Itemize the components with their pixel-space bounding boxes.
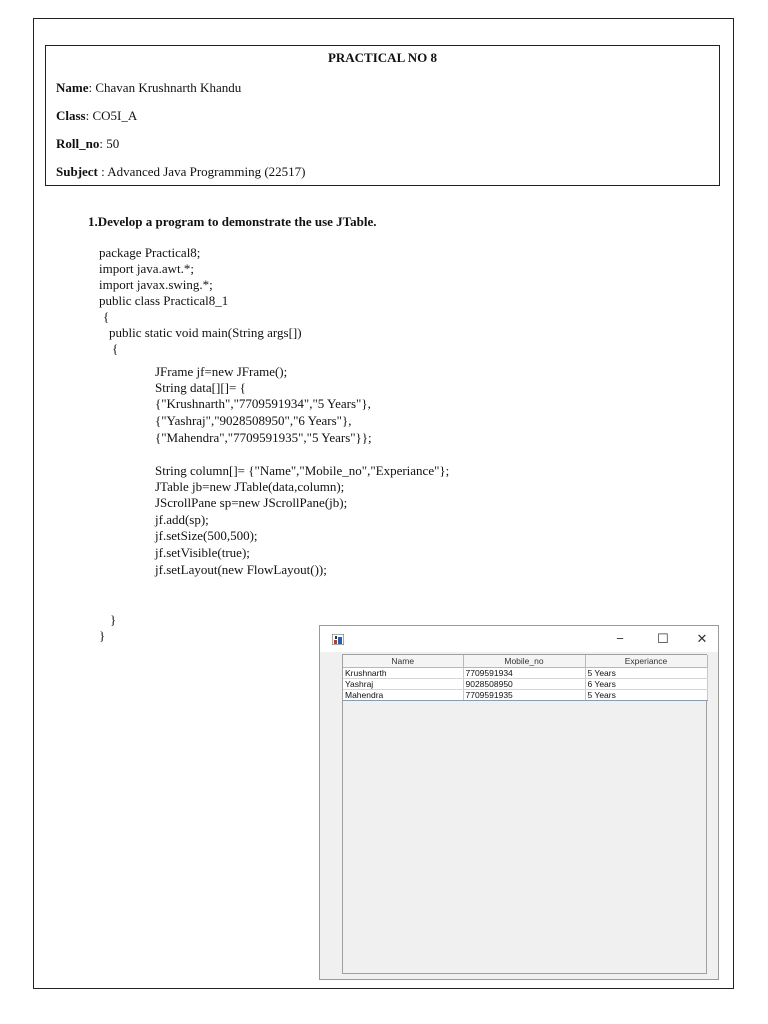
table-row[interactable]: [343, 690, 707, 701]
table-cell[interactable]: Yashraj: [343, 679, 463, 690]
code-line: JTable jb=new JTable(data,column);: [155, 479, 345, 494]
code-line: public class Practical8_1: [99, 293, 229, 308]
scroll-pane[interactable]: [342, 654, 707, 974]
practical-title: PRACTICAL NO 8: [327, 50, 438, 65]
window-titlebar[interactable]: [320, 626, 718, 652]
table-cell[interactable]: 5 Years: [585, 668, 707, 679]
name-value: : Chavan Krushnarth Khandu: [88, 80, 242, 95]
code-line: {"Mahendra","7709591935","5 Years"}};: [155, 430, 372, 445]
table-cell[interactable]: 9028508950: [463, 679, 585, 690]
name-label: Name: [56, 80, 89, 95]
code-line: {"Krushnarth","7709591934","5 Years"},: [155, 396, 371, 411]
table-cell[interactable]: 7709591934: [463, 668, 585, 679]
subject-label: Subject: [56, 164, 98, 179]
roll-value: : 50: [99, 136, 120, 151]
subject-value: : Advanced Java Programming (22517): [97, 164, 306, 179]
roll-label: Roll_no: [56, 136, 100, 151]
code-line: }: [110, 612, 117, 627]
code-line: }: [99, 628, 106, 643]
minimize-button[interactable]: −: [616, 631, 624, 646]
class-label: Class: [56, 108, 86, 123]
column-header-mobile[interactable]: Mobile_no: [463, 655, 585, 668]
column-header-name[interactable]: Name: [343, 655, 463, 668]
code-line: String data[][]= {: [155, 380, 246, 395]
java-app-icon: [332, 634, 344, 645]
maximize-button[interactable]: ☐: [657, 631, 669, 646]
code-line: JFrame jf=new JFrame();: [155, 364, 288, 379]
code-line: {: [103, 309, 110, 324]
table-cell[interactable]: Krushnarth: [343, 668, 463, 679]
jframe-window: [319, 625, 719, 980]
roll-row: [56, 136, 119, 152]
code-line: package Practical8;: [99, 245, 201, 260]
table-header-row: [343, 655, 707, 668]
class-value: : CO5I_A: [85, 108, 138, 123]
table-cell[interactable]: 6 Years: [585, 679, 707, 690]
code-line: jf.setSize(500,500);: [155, 528, 258, 543]
close-button[interactable]: ✕: [696, 631, 708, 646]
code-line: String column[]= {"Name","Mobile_no","Experiance"};: [155, 463, 450, 478]
subject-row: [56, 164, 305, 180]
table-cell[interactable]: 5 Years: [585, 690, 707, 701]
code-line: jf.setLayout(new FlowLayout());: [155, 562, 327, 577]
table-row[interactable]: [343, 668, 707, 679]
code-line: jf.setVisible(true);: [155, 545, 250, 560]
code-line: jf.add(sp);: [155, 512, 209, 527]
code-line: {: [112, 341, 119, 356]
code-line: public static void main(String args[]): [109, 325, 302, 340]
code-line: import javax.swing.*;: [99, 277, 213, 292]
table-row[interactable]: [343, 679, 707, 690]
name-row: [56, 80, 241, 96]
question-text: 1.Develop a program to demonstrate the use JTable.: [88, 214, 377, 229]
class-row: [56, 108, 137, 124]
code-line: {"Yashraj","9028508950","6 Years"},: [155, 413, 352, 428]
table-cell[interactable]: Mahendra: [343, 690, 463, 701]
column-header-experience[interactable]: Experiance: [585, 655, 707, 668]
code-line: import java.awt.*;: [99, 261, 194, 276]
code-line: JScrollPane sp=new JScrollPane(jb);: [155, 495, 348, 510]
header-box: [45, 45, 720, 186]
jtable[interactable]: [343, 655, 708, 701]
table-cell[interactable]: 7709591935: [463, 690, 585, 701]
